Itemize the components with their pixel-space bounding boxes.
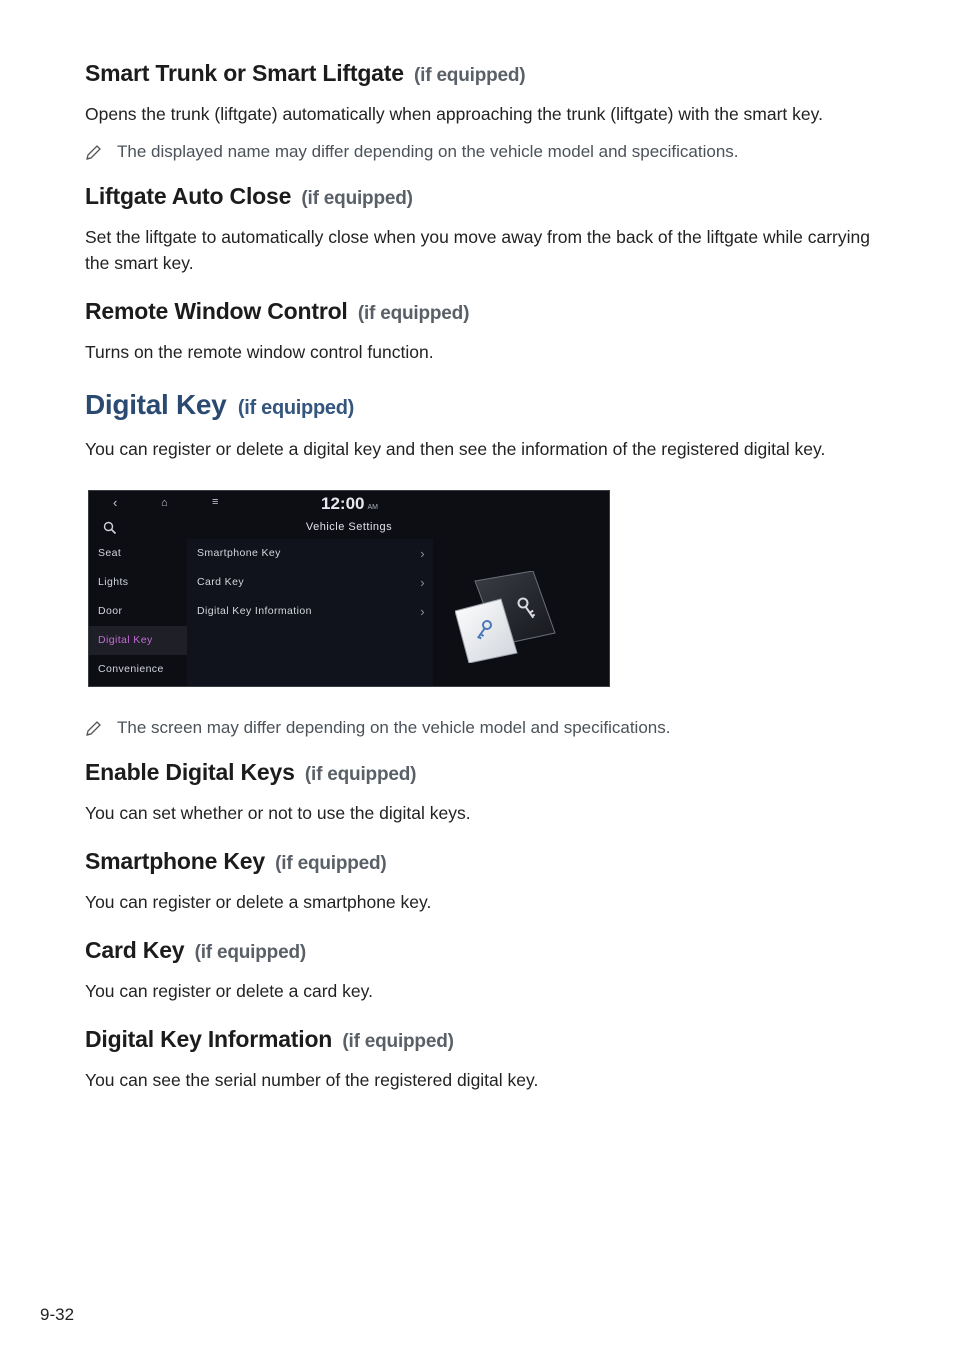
- back-icon[interactable]: ‹: [113, 495, 118, 510]
- screen-title: Vehicle Settings: [305, 521, 393, 533]
- menu-icon[interactable]: ≡: [212, 496, 219, 508]
- chevron-right-icon: ›: [420, 546, 425, 561]
- section-body: You can see the serial number of the registered digital key.: [85, 1070, 539, 1090]
- section-body: Turns on the remote window control function.: [85, 342, 434, 362]
- section-heading: [85, 181, 885, 214]
- note-text: The displayed name may differ depending on the vehicle model and specifications.: [117, 142, 739, 161]
- manual-page: [85, 58, 885, 1105]
- list-item-smartphone-key[interactable]: [187, 539, 433, 568]
- chevron-right-icon: ›: [420, 604, 425, 619]
- page-number: 9-32: [40, 1305, 75, 1324]
- if-equipped-tag: (if equipped): [301, 188, 413, 209]
- if-equipped-tag: (if equipped): [357, 303, 470, 324]
- digital-key-heading: [85, 387, 885, 426]
- section-title: Liftgate Auto Close: [85, 183, 292, 209]
- section-body: You can register or delete a digital key and then see the information of the registered digital key.: [85, 439, 826, 459]
- note: [85, 139, 885, 165]
- list-item-card-key[interactable]: [187, 568, 433, 597]
- section-body: You can register or delete a card key.: [85, 981, 373, 1001]
- section-enable-digital-keys: [85, 757, 885, 826]
- clock-ampm: AM: [367, 504, 378, 511]
- section-heading: [85, 58, 885, 91]
- section-heading: [85, 846, 885, 879]
- section-digital-key-information: [85, 1024, 885, 1093]
- section-title: Card Key: [85, 937, 185, 963]
- list-item-label: Card Key: [197, 576, 244, 588]
- pencil-note-icon: [85, 715, 117, 741]
- list-item-label: Smartphone Key: [197, 547, 281, 559]
- section-title: Enable Digital Keys: [85, 759, 295, 785]
- home-icon[interactable]: ⌂: [161, 497, 168, 509]
- section-smart-trunk: [85, 58, 885, 165]
- if-equipped-tag: (if equipped): [237, 397, 354, 419]
- section-liftgate-auto-close: [85, 181, 885, 276]
- section-heading: [85, 935, 885, 968]
- sidebar-item-door[interactable]: Door: [98, 605, 123, 617]
- section-card-key: [85, 935, 885, 1004]
- sidebar-item-convenience[interactable]: Convenience: [98, 663, 164, 675]
- vehicle-settings-screenshot: [88, 490, 610, 687]
- sidebar-item-digital-key[interactable]: Digital Key: [89, 626, 187, 655]
- section-heading: [85, 757, 885, 790]
- note: [85, 715, 885, 741]
- section-body: Opens the trunk (liftgate) automatically when approaching the trunk (liftgate) with the smart key.: [85, 104, 823, 124]
- section-title: Digital Key: [85, 389, 227, 420]
- chevron-right-icon: ›: [420, 575, 425, 590]
- section-smartphone-key: [85, 846, 885, 915]
- section-title: Smartphone Key: [85, 848, 265, 874]
- section-body: You can set whether or not to use the digital keys.: [85, 803, 471, 823]
- section-body: You can register or delete a smartphone key.: [85, 892, 432, 912]
- settings-list: [187, 539, 433, 686]
- section-remote-window-control: [85, 296, 885, 365]
- if-equipped-tag: (if equipped): [414, 65, 526, 86]
- screen-top-bar: [89, 491, 609, 519]
- section-title: Digital Key Information: [85, 1026, 333, 1052]
- note-text: The screen may differ depending on the vehicle model and specifications.: [117, 718, 671, 737]
- if-equipped-tag: (if equipped): [304, 764, 417, 785]
- section-title: Smart Trunk or Smart Liftgate: [85, 60, 404, 86]
- section-body: Set the liftgate to automatically close when you move away from the back of the liftgate while carrying the smart key.: [85, 227, 870, 273]
- settings-sidebar: [89, 539, 187, 686]
- clock-time: 12:00: [321, 494, 365, 513]
- sidebar-item-seat[interactable]: Seat: [98, 547, 122, 559]
- section-heading: [85, 296, 885, 329]
- if-equipped-tag: (if equipped): [342, 1031, 454, 1052]
- pencil-note-icon: [85, 139, 117, 165]
- if-equipped-tag: (if equipped): [275, 853, 387, 874]
- section-heading: [85, 1024, 885, 1057]
- if-equipped-tag: (if equipped): [194, 942, 306, 963]
- clock: [321, 494, 378, 514]
- list-item-digital-key-information[interactable]: [187, 597, 433, 626]
- section-title: Remote Window Control: [85, 298, 348, 324]
- list-item-label: Digital Key Information: [197, 605, 312, 617]
- digital-key-card-illustration: [455, 571, 565, 668]
- sidebar-item-lights[interactable]: Lights: [98, 576, 129, 588]
